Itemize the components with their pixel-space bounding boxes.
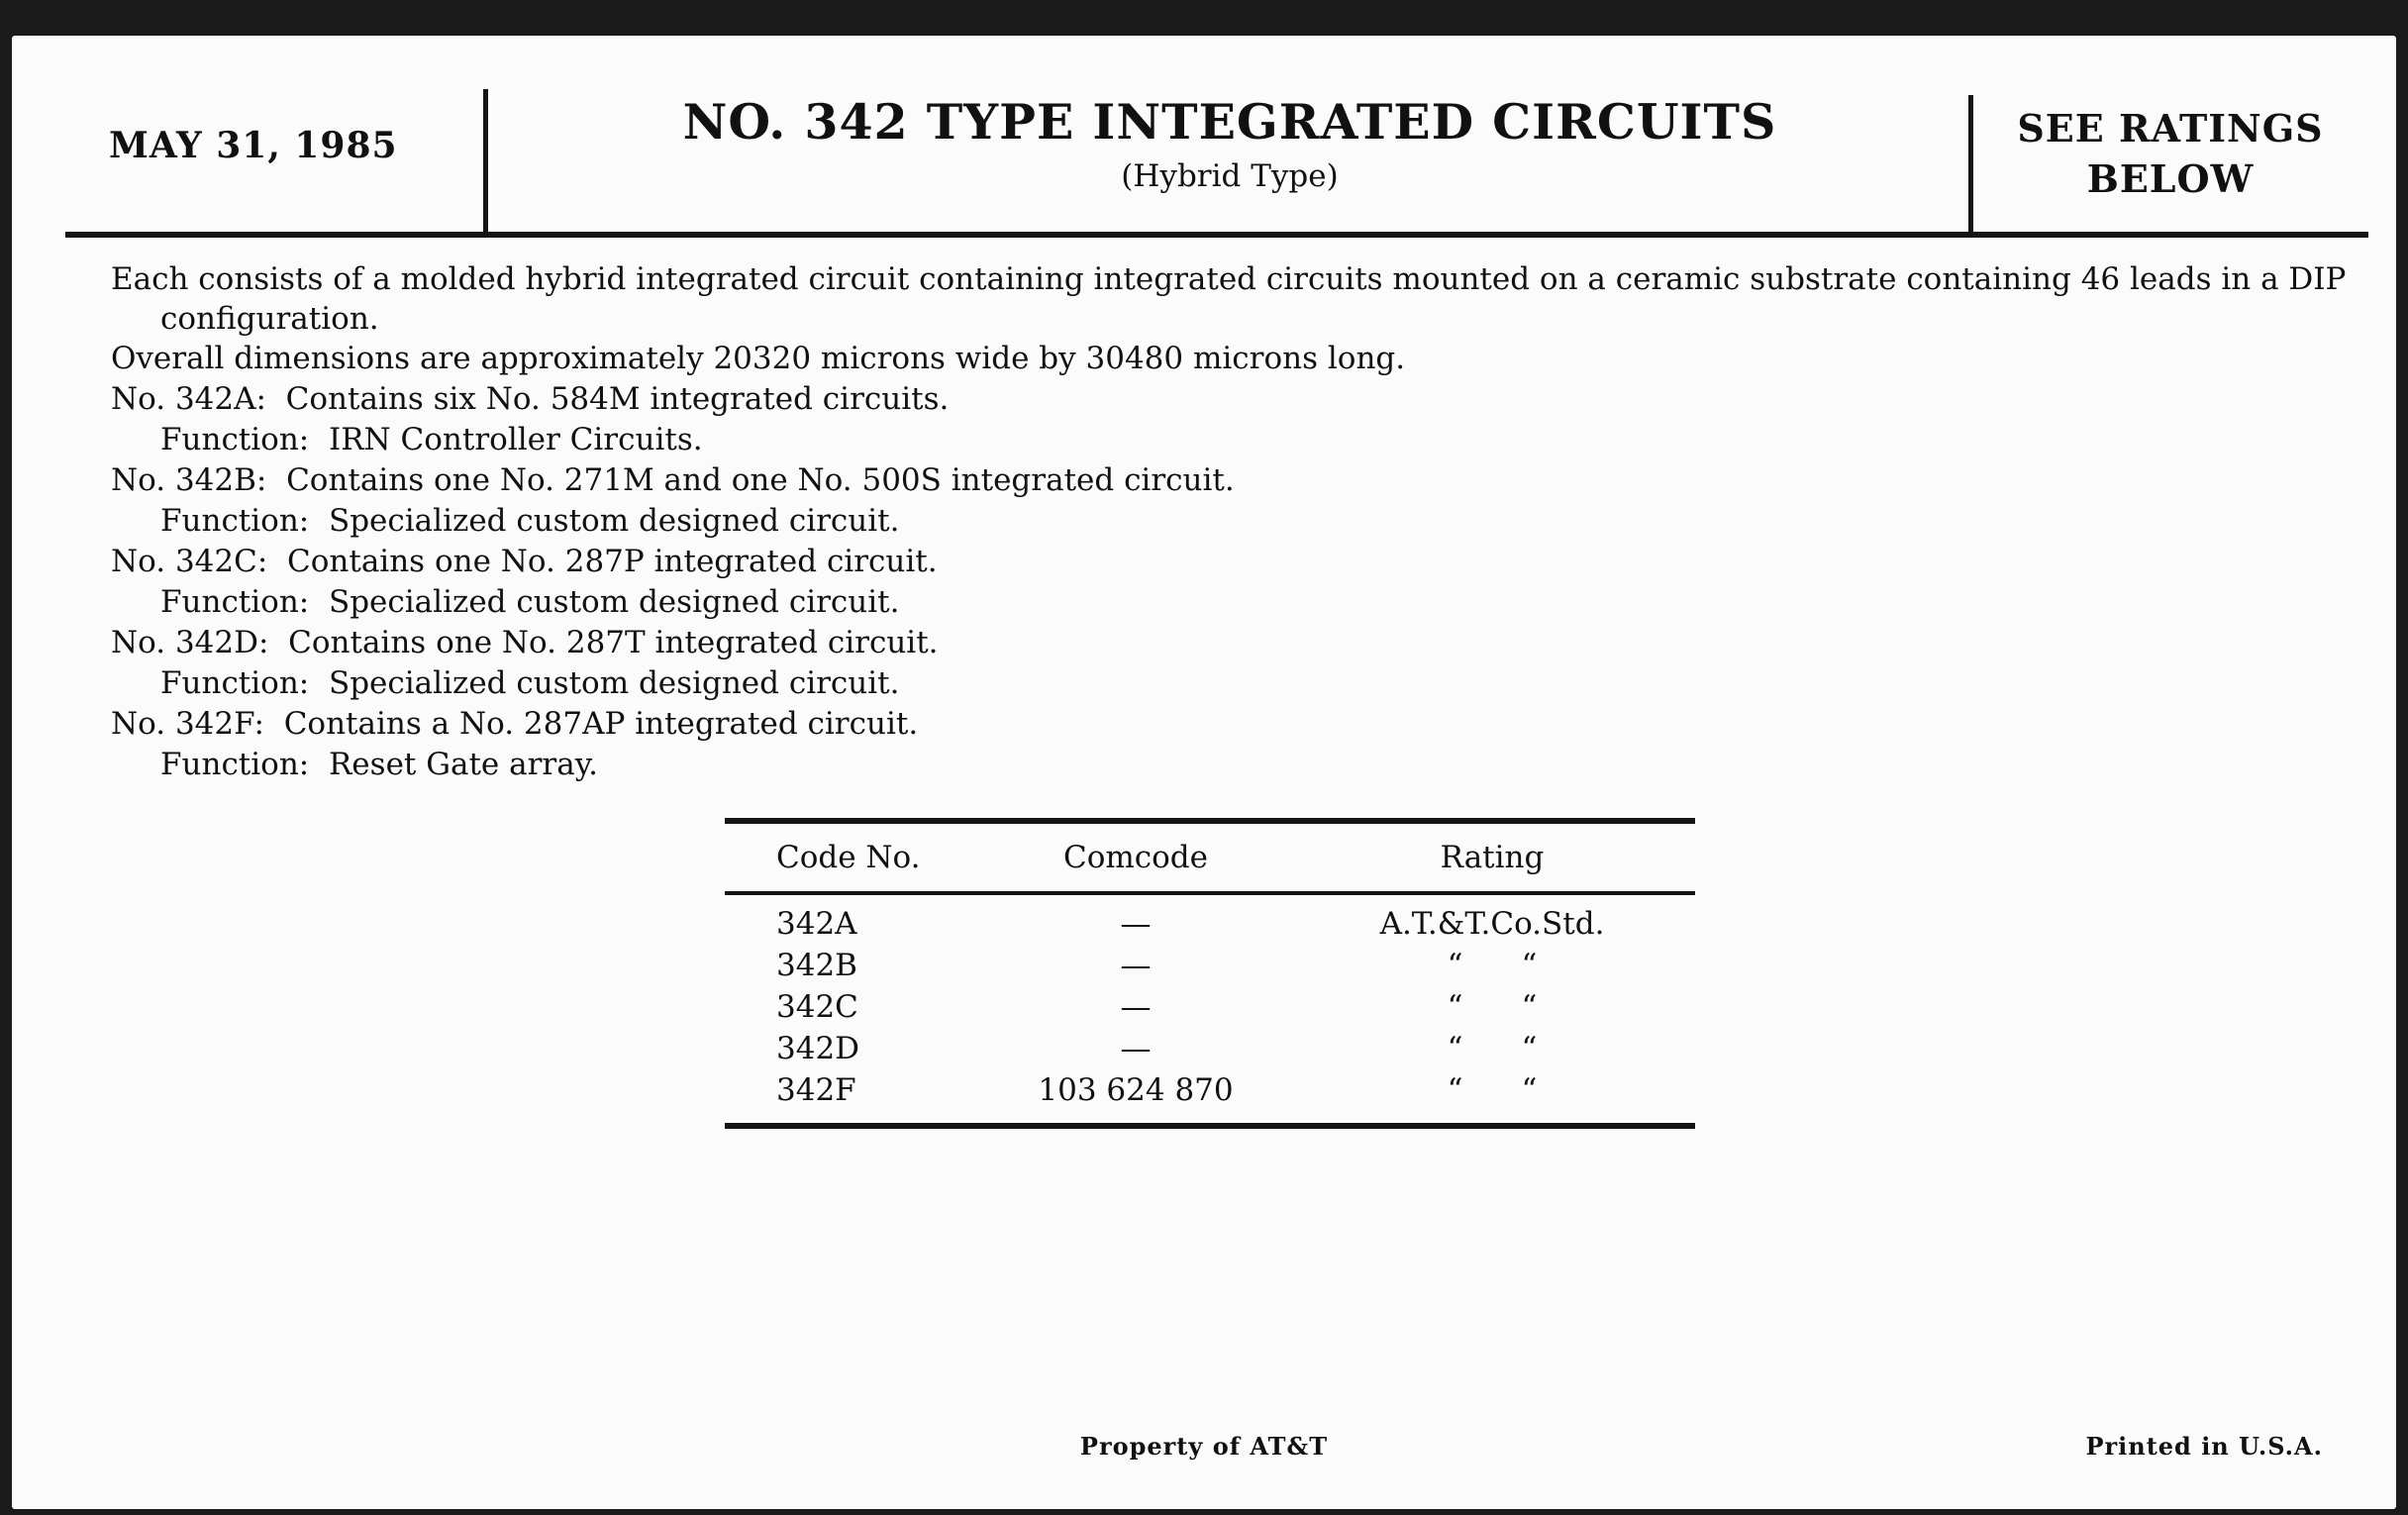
table-row <box>725 903 1695 945</box>
cell-comcode: — <box>1120 989 1152 1025</box>
cell-code: 342F <box>776 1072 856 1108</box>
function-label: Function: <box>160 747 310 782</box>
item-contains: Contains one No. 271M and one No. 500S integrated circuit. <box>286 462 1235 498</box>
footer-property: Property of AT&T <box>1079 1432 1329 1461</box>
function-text: IRN Controller Circuits. <box>328 422 703 457</box>
function-label: Function: <box>160 584 310 620</box>
table-row <box>725 1028 1695 1069</box>
ratings-note-line1: SEE RATINGS <box>2017 106 2324 151</box>
ratings-note-line2: BELOW <box>2086 156 2255 201</box>
intro-line-2: configuration. <box>160 301 379 337</box>
item-342d <box>111 623 2388 663</box>
header-date: MAY 31, 1985 <box>109 125 398 166</box>
table-body <box>725 895 1695 1123</box>
spec-sheet-card <box>12 36 2396 1509</box>
item-342b <box>111 460 2388 501</box>
cell-comcode: — <box>1120 1031 1152 1066</box>
header-rule <box>65 232 2368 238</box>
item-342c-function <box>111 582 2388 623</box>
column-header-rating: Rating <box>1440 840 1545 875</box>
function-text: Specialized custom designed circuit. <box>328 584 900 620</box>
item-342f-function <box>111 745 2388 785</box>
ratings-table <box>725 818 1695 1129</box>
function-text: Reset Gate array. <box>328 747 598 782</box>
column-header-code: Code No. <box>776 840 921 875</box>
intro-line-1: Each consists of a molded hybrid integrated circuit containing integrated circuits mounted on a ceramic substrate containing 46 leads in a DIP <box>111 261 2347 297</box>
cell-rating: “ “ <box>1447 948 1538 983</box>
table-row <box>725 1069 1695 1111</box>
cell-code: 342B <box>776 948 857 983</box>
function-label: Function: <box>160 422 310 457</box>
function-label: Function: <box>160 665 310 701</box>
item-code: No. 342A: <box>111 381 266 417</box>
item-contains: Contains a No. 287AP integrated circuit. <box>283 706 919 742</box>
item-code: No. 342B: <box>111 462 267 498</box>
item-contains: Contains six No. 584M integrated circuits. <box>285 381 950 417</box>
column-header-comcode: Comcode <box>1063 840 1208 875</box>
cell-code: 342D <box>776 1031 860 1066</box>
cell-code: 342A <box>776 906 857 942</box>
cell-rating: A.T.&T.Co.Std. <box>1379 906 1605 942</box>
cell-comcode: — <box>1120 906 1152 942</box>
item-342b-function <box>111 501 2388 542</box>
function-text: Specialized custom designed circuit. <box>328 665 900 701</box>
item-contains: Contains one No. 287P integrated circuit. <box>287 544 938 579</box>
cell-comcode: — <box>1120 948 1152 983</box>
function-label: Function: <box>160 503 310 539</box>
item-342a <box>111 379 2388 420</box>
cell-comcode: 103 624 870 <box>1038 1072 1234 1108</box>
cell-rating: “ “ <box>1447 1031 1538 1066</box>
item-342f <box>111 704 2388 745</box>
table-header-row <box>725 824 1695 891</box>
page-title: NO. 342 TYPE INTEGRATED CIRCUITS <box>682 93 1777 151</box>
item-342a-function <box>111 420 2388 460</box>
header-divider-right <box>1968 95 1973 236</box>
table-row <box>725 986 1695 1028</box>
item-342d-function <box>111 663 2388 704</box>
page-subtitle: (Hybrid Type) <box>1121 158 1339 194</box>
dimensions-text: Overall dimensions are approximately 20320 microns wide by 30480 microns long. <box>111 341 1406 376</box>
item-contains: Contains one No. 287T integrated circuit. <box>288 625 939 660</box>
ratings-note <box>1982 103 2358 204</box>
description-body <box>111 259 2388 785</box>
table-row <box>725 945 1695 986</box>
header-divider-left <box>483 89 488 232</box>
table-bottom-rule <box>725 1123 1695 1129</box>
item-342c <box>111 542 2388 582</box>
footer-printed: Printed in U.S.A. <box>2085 1432 2323 1461</box>
item-code: No. 342F: <box>111 706 264 742</box>
function-text: Specialized custom designed circuit. <box>328 503 900 539</box>
item-code: No. 342C: <box>111 544 268 579</box>
cell-rating: “ “ <box>1447 989 1538 1025</box>
item-code: No. 342D: <box>111 625 269 660</box>
cell-rating: “ “ <box>1447 1072 1538 1108</box>
cell-code: 342C <box>776 989 858 1025</box>
